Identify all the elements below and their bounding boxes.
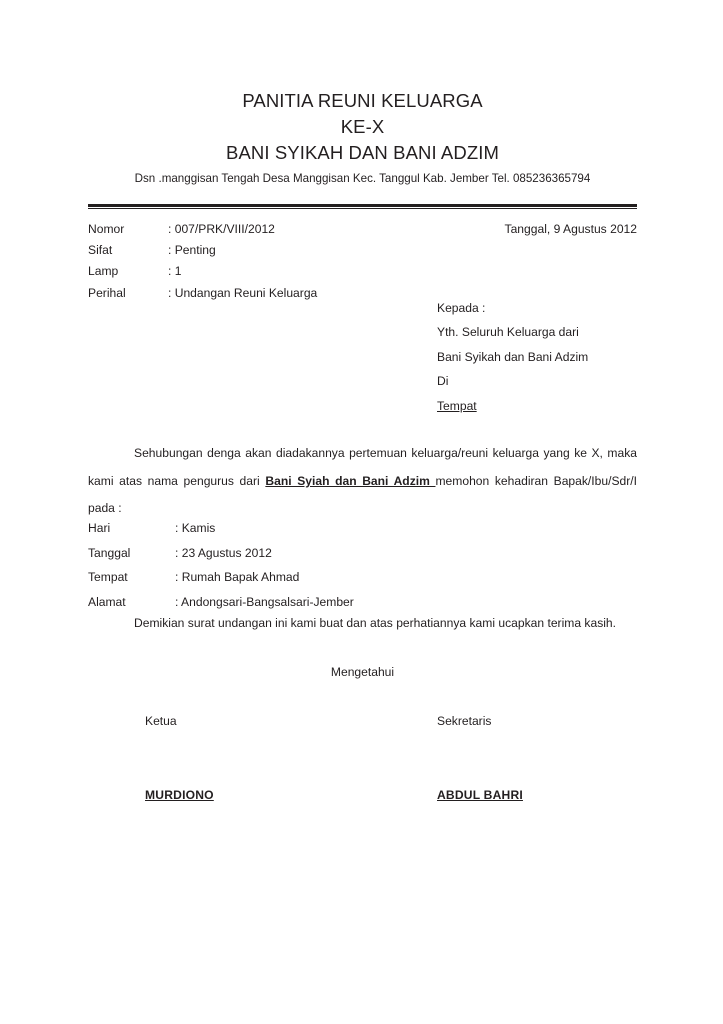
signature-name-sekretaris: ABDUL BAHRI bbox=[437, 788, 523, 802]
addressee-tempat: Tempat bbox=[437, 398, 477, 413]
detail-row-tanggal bbox=[88, 541, 637, 566]
detail-label-hari: Hari bbox=[88, 521, 111, 535]
letter-date: Tanggal, 9 Agustus 2012 bbox=[504, 222, 637, 236]
reference-row-lamp bbox=[88, 261, 637, 282]
reference-label-perihal: Perihal bbox=[88, 285, 126, 300]
body-text-part-1: Sehubungan denga akan diadakannya pertemuan keluarga/reuni keluarga yang ke X, maka kami atas nama pengurus dari bbox=[88, 446, 637, 488]
addressee-kepada: Kepada : bbox=[437, 301, 486, 315]
organization-name-line-3: BANI SYIKAH DAN BANI ADZIM bbox=[226, 142, 499, 163]
reference-block bbox=[88, 219, 637, 304]
detail-value-tanggal: : 23 Agustus 2012 bbox=[175, 545, 272, 560]
addressee-block bbox=[437, 296, 588, 418]
body-paragraph bbox=[88, 440, 637, 523]
detail-label-tanggal: Tanggal bbox=[88, 545, 131, 560]
detail-row-alamat bbox=[88, 590, 637, 615]
reference-value-nomor: : 007/PRK/VIII/2012 bbox=[168, 222, 275, 236]
letterhead bbox=[88, 88, 637, 186]
reference-label-nomor: Nomor bbox=[88, 222, 125, 236]
body-text-part-2: memohon kehadiran Bapak/Ibu/Sdr/I pada : bbox=[88, 473, 637, 516]
detail-row-tempat bbox=[88, 565, 637, 590]
event-details bbox=[88, 516, 637, 614]
detail-label-alamat: Alamat bbox=[88, 594, 126, 609]
closing-paragraph: Demikian surat undangan ini kami buat dan atas perhatiannya kami ucapkan terima kasih. bbox=[134, 616, 617, 630]
addressee-recipient-name: Bani Syikah dan Bani Adzim bbox=[437, 349, 589, 364]
detail-value-hari: : Kamis bbox=[175, 521, 216, 535]
detail-row-hari bbox=[88, 516, 637, 541]
organization-name-line-2: KE-X bbox=[340, 116, 385, 137]
organization-name-line-1: PANITIA REUNI KELUARGA bbox=[242, 90, 483, 111]
signature-name-ketua: MURDIONO bbox=[145, 788, 214, 802]
detail-value-tempat: : Rumah Bapak Ahmad bbox=[175, 570, 300, 585]
detail-value-alamat: : Andongsari-Bangsalsari-Jember bbox=[175, 594, 354, 609]
reference-row-sifat bbox=[88, 240, 637, 261]
addressee-di: Di bbox=[437, 374, 449, 389]
reference-value-lamp: : 1 bbox=[168, 264, 182, 279]
body-text-emphasis: Bani Syiah dan Bani Adzim bbox=[265, 473, 436, 488]
reference-label-lamp: Lamp bbox=[88, 264, 119, 279]
addressee-recipient-title: Yth. Seluruh Keluarga dari bbox=[437, 325, 579, 340]
divider-rule-thin bbox=[88, 208, 637, 209]
signature-knowing-label: Mengetahui bbox=[330, 665, 395, 679]
reference-value-perihal: : Undangan Reuni Keluarga bbox=[168, 285, 318, 300]
letterhead-address: Dsn .manggisan Tengah Desa Manggisan Kec. Tanggul Kab. Jember Tel. 085236365794 bbox=[134, 172, 591, 185]
reference-value-sifat: : Penting bbox=[168, 243, 216, 258]
signature-role-ketua: Ketua bbox=[145, 714, 177, 728]
detail-label-tempat: Tempat bbox=[88, 570, 128, 585]
signature-role-sekretaris: Sekretaris bbox=[437, 714, 492, 728]
reference-label-sifat: Sifat bbox=[88, 243, 113, 258]
letterhead-divider bbox=[88, 204, 637, 209]
